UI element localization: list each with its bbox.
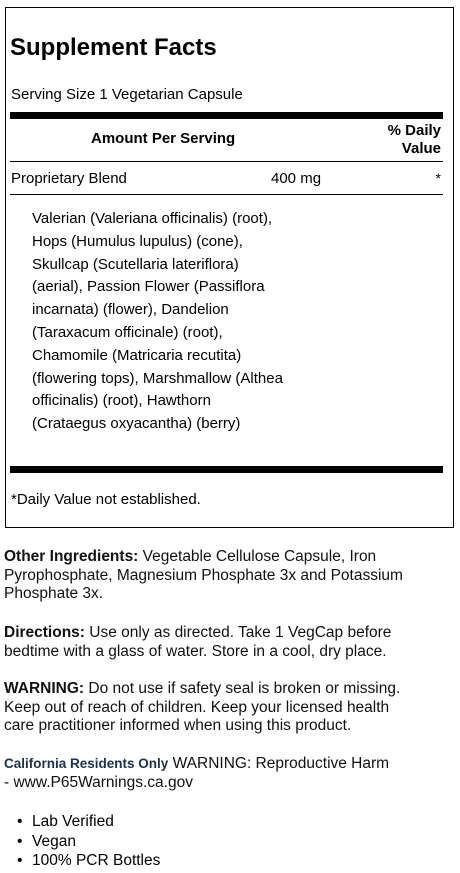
blend-daily-value: * <box>435 170 441 186</box>
warning-line: care practitioner informed when using this product. <box>4 717 352 734</box>
blend-name: Proprietary Blend <box>11 170 127 187</box>
blend-amount: 400 mg <box>271 170 322 187</box>
warning-line <box>4 680 454 699</box>
ingredient-line: Chamomile (Matricaria recutita) <box>32 346 242 364</box>
ingredient-line: Hops (Humulus lupulus) (cone), <box>32 232 243 250</box>
california-line: - www.P65Warnings.ca.gov <box>4 773 193 791</box>
ingredient-line: officinalis) (root), Hawthorn <box>32 392 211 410</box>
list-item: • 100% PCR Bottles <box>32 851 160 871</box>
facts-title: Supplement Facts <box>10 34 217 61</box>
warning <box>4 680 454 736</box>
other-ingredients-text: Vegetable Cellulose Capsule, Iron <box>138 548 377 565</box>
other-ingredients <box>4 548 454 604</box>
row-rule <box>10 194 443 195</box>
california-warning <box>4 755 454 792</box>
directions <box>4 624 454 661</box>
list-item: • Lab Verified <box>32 812 160 832</box>
ingredient-line: Valerian (Valeriana officinalis) (root), <box>32 210 273 227</box>
ingredient-line: (flowering tops), Marshmallow (Althea <box>32 369 283 387</box>
ingredient-line: incarnata) (flower), Dandelion <box>32 301 229 319</box>
california-label: California Residents Only <box>4 756 169 771</box>
feature-list <box>32 812 160 871</box>
directions-line: bedtime with a glass of water. Store in a cool, dry place. <box>4 642 387 660</box>
warning-label: WARNING: <box>4 680 85 697</box>
list-item: • Vegan <box>32 832 160 852</box>
header-rule <box>10 161 443 162</box>
daily-value-footnote: *Daily Value not established. <box>11 491 201 508</box>
warning-text: Do not use if safety seal is broken or missing. <box>84 680 401 697</box>
other-ingredients-line: Pyrophosphate, Magnesium Phosphate 3x and Potassium <box>4 566 403 584</box>
california-text: WARNING: Reproductive Harm <box>168 755 390 772</box>
california-line <box>4 755 454 774</box>
directions-text: Use only as directed. Take 1 VegCap before <box>84 624 392 641</box>
other-ingredients-label: Other Ingredients: <box>4 548 139 565</box>
other-ingredients-line: Phosphate 3x. <box>4 585 104 602</box>
bottom-thick-divider <box>10 466 443 473</box>
amount-per-serving-header: Amount Per Serving <box>91 130 236 147</box>
ingredient-line: (Crataegus oxyacantha) (berry) <box>32 415 241 433</box>
blend-ingredient-list <box>32 208 332 436</box>
serving-size: Serving Size 1 Vegetarian Capsule <box>11 86 243 103</box>
directions-line <box>4 624 454 643</box>
daily-value-header-line2: Value <box>401 140 441 157</box>
other-ingredients-line <box>4 548 454 567</box>
warning-line: Keep out of reach of children. Keep your licensed health <box>4 698 390 716</box>
directions-label: Directions: <box>4 624 85 641</box>
thick-divider <box>10 112 443 119</box>
ingredient-line: Skullcap (Scutellaria lateriflora) <box>32 255 239 273</box>
daily-value-header <box>361 122 441 158</box>
ingredient-line: (aerial), Passion Flower (Passiflora <box>32 278 265 296</box>
daily-value-header-line1: % Daily <box>387 122 441 139</box>
ingredient-line: (Taraxacum officinale) (root), <box>32 323 223 341</box>
